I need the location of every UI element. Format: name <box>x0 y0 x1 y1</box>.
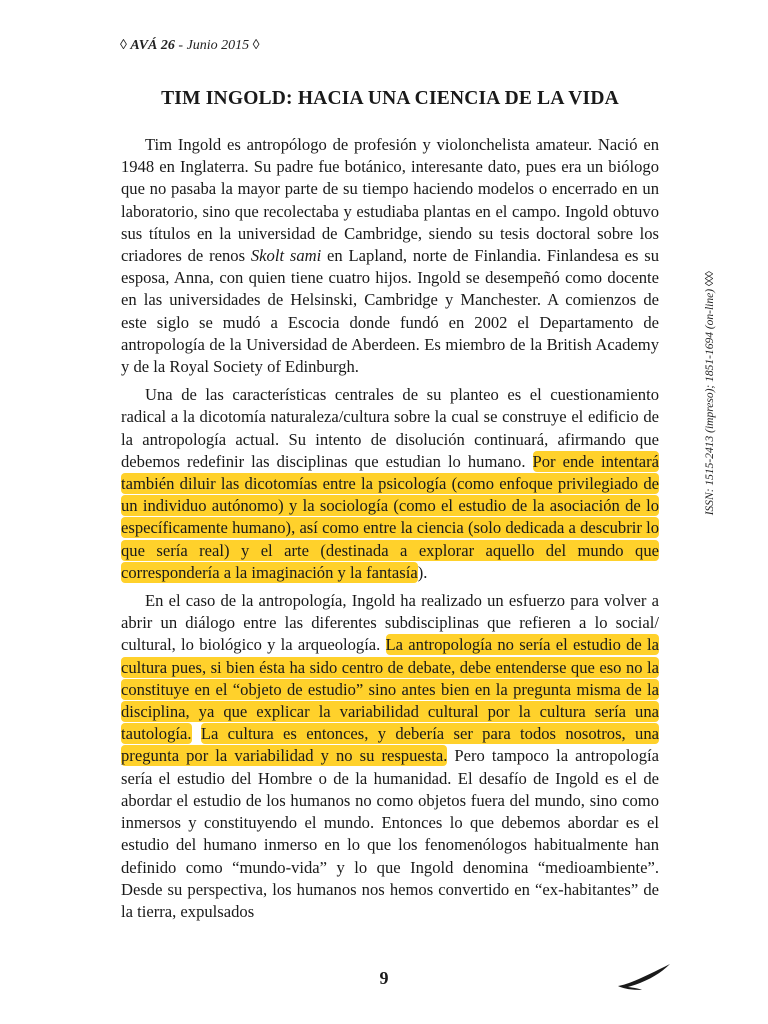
paragraph-1-text-a: Tim Ingold es antropólogo de profesión y violonchelista amateur. Nació en 1948 en Inglaterra. Su padre fue botánico, interesante dato, pues era un biólogo que no pasaba la mayor parte de su tiempo haciendo modelos o encerrado en un laboratorio, sino que recolectaba y estudiaba plantas en el campo. Ingold obtuvo sus títulos en la universidad de Cambridge, siendo su tesis doctoral sobre los criadores de renos <box>121 135 659 266</box>
article-title: TIM INGOLD: HACIA UNA CIENCIA DE LA VIDA <box>161 88 619 109</box>
article-body <box>121 134 659 929</box>
running-header <box>120 38 260 54</box>
paragraph-1-emphasis: Skolt sami <box>250 246 322 266</box>
journal-name: AVÁ 26 <box>130 38 175 53</box>
paragraph-3-text-b: Pero tampoco la antropología sería el estudio del Hombre o de la humanidad. El desafío de Ingold es el de abordar el estudio de los humanos no como objetos fuera del mundo, sino como inmersos y constituyendo el mundo. Entonces lo que debemos abordar es el estudio del humano inmerso en lo que los fenomenólogos habitualmente han definido como “mundo-vida” y lo que Ingold denomina “medioambiente”. Desde su perspectiva, los humanos nos hemos convertido en “ex-habitantes” de la tierra, expulsados <box>121 746 659 921</box>
paragraph-3-space <box>192 724 201 743</box>
highlight-3: La cultura es entonces, y debería ser para todos nosotros, una pregunta por la variabilidad y no su respuesta. <box>121 724 659 766</box>
highlight-2: La antropología no sería el estudio de la cultura pues, si bien ésta ha sido centro de debate, debe entenderse que eso no la constituye en el “objeto de estudio” sino antes bien en la pregunta misma de la disciplina, ya que explicar la variabilidad cultural por la cultura sería una tautología. <box>121 635 659 744</box>
feather-icon <box>616 962 672 990</box>
page-number: 9 <box>379 968 389 988</box>
paragraph-1-text-b: en Lapland, norte de Finlandia. Finlandesa es su esposa, Anna, con quien tiene cuatro hijos. Ingold se desempeñó como docente en las universidades de Helsinski, Cambridge y Manchester. A comienzos de este siglo se mudó a Escocia donde fundó en 2002 el Departamento de antropología de la Universidad de Aberdeen. Es miembro de la British Academy y de la Royal Society of Edinburgh. <box>121 246 660 377</box>
paragraph-2-text-b: ). <box>417 562 428 582</box>
issn-text: ISSN: 1515-2413 (impreso); 1851-1694 (on-line) <box>704 288 716 516</box>
header-prefix: ◊ <box>120 38 131 53</box>
paragraph-2-text-a: Una de las características centrales de su planteo es el cuestionamiento radical a la dicotomía naturaleza/cultura sobre la cual se construye el edificio de la antropología actual. Su intento de disolución continuará, afirmando que debemos redefinir las disciplinas que estudian lo humano. <box>121 385 659 471</box>
paragraph-3 <box>121 590 659 923</box>
issue-date: - Junio 2015 ◊ <box>174 38 260 53</box>
paragraph-1 <box>121 134 659 378</box>
issn-sidebar <box>704 272 720 562</box>
paragraph-3-text-a: En el caso de la antropología, Ingold ha realizado un esfuerzo para volver a abrir un diálogo entre las diferentes subdisciplinas que refieren a lo social/ cultural, lo biológico y la arqueología. <box>121 591 659 655</box>
issn-mark: ◊◊◊ <box>704 272 716 287</box>
paragraph-2 <box>121 384 659 584</box>
highlight-1: Por ende intentará también diluir las dicotomías entre la psicología (como enfoque privilegiado de un individuo autónomo) y la sociología (como el estudio de la asociación de lo específicamente humano), así como entre la ciencia (solo dedicada a descubrir lo que sería real) y el arte (destinada a explorar aquello del mundo que correspondería a la imaginación y la fantasía <box>121 451 660 582</box>
